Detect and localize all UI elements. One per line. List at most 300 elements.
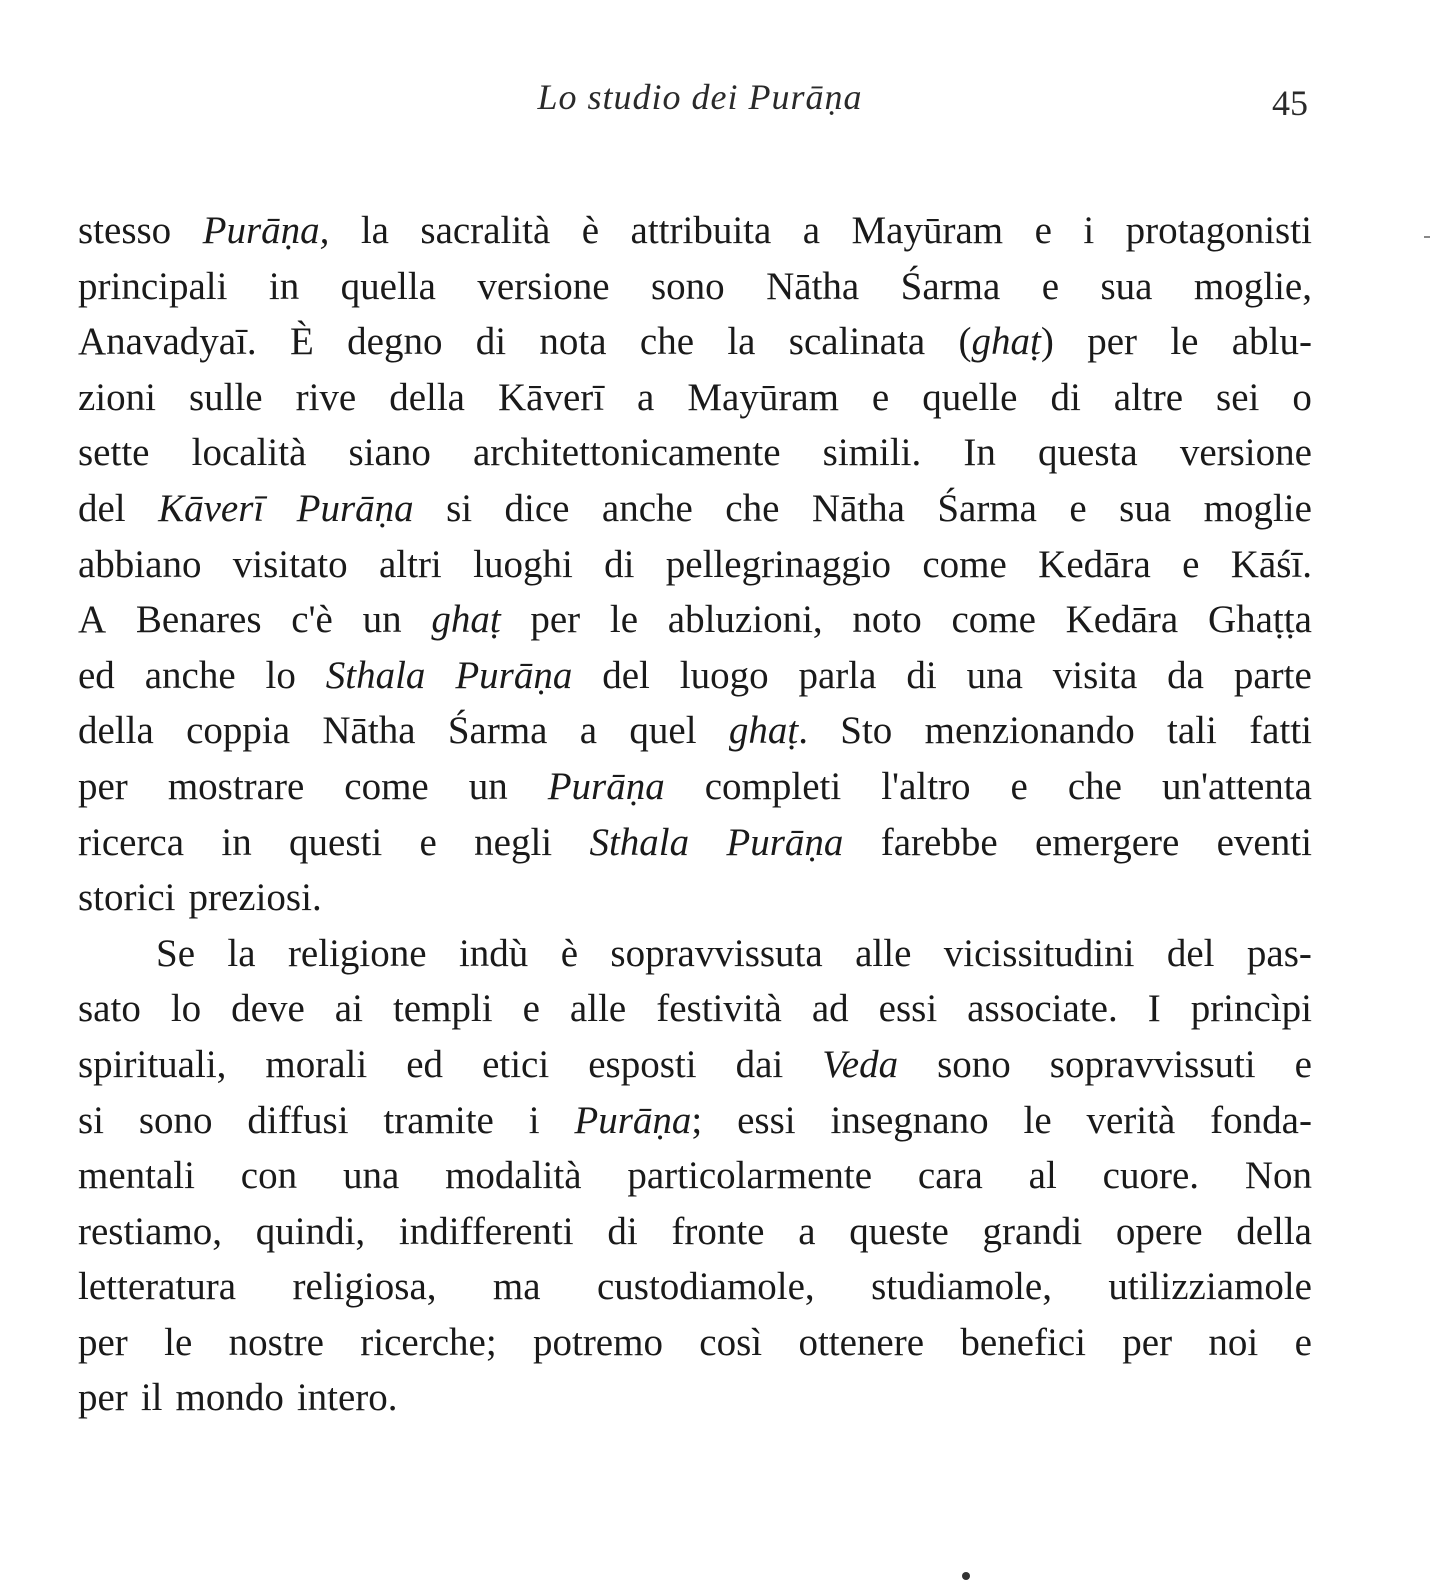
word-group <box>729 703 808 759</box>
word-group <box>1038 425 1138 481</box>
word-group <box>459 926 528 982</box>
word-group <box>589 815 689 871</box>
text-line <box>78 815 1312 871</box>
word-group <box>203 203 330 259</box>
body-text <box>78 203 1312 1426</box>
word-group <box>78 1037 226 1093</box>
word-group <box>1108 1259 1312 1315</box>
word: la <box>227 931 256 975</box>
word-group <box>967 981 1118 1037</box>
word-group <box>651 259 725 315</box>
word: che <box>639 320 695 364</box>
word: ) <box>1040 320 1054 364</box>
word-group <box>812 481 905 537</box>
word-group <box>1167 703 1217 759</box>
word-group <box>1249 703 1312 759</box>
italic-word: Veda <box>822 1042 899 1086</box>
word-group <box>1068 759 1122 815</box>
word: rive <box>295 375 357 419</box>
word-group <box>247 1093 348 1149</box>
word: opere <box>1115 1209 1203 1253</box>
word-group <box>296 370 357 426</box>
word: Kāverī <box>497 375 605 419</box>
word: sei <box>1216 375 1260 419</box>
word: essi <box>878 987 938 1031</box>
word-group <box>1050 370 1080 426</box>
word-group <box>561 926 578 982</box>
word-group <box>918 1148 983 1204</box>
word: lo <box>265 653 296 697</box>
word: spirituali, <box>78 1042 227 1086</box>
word: versione <box>477 264 610 308</box>
word-group <box>852 203 1004 259</box>
word: diffusi <box>247 1098 349 1142</box>
word: visitato <box>232 542 348 586</box>
word: sette <box>78 431 150 475</box>
word: sopravvissuti <box>1049 1042 1256 1086</box>
word-group <box>1208 1315 1258 1371</box>
word: pas- <box>1246 931 1312 975</box>
word: si <box>446 486 473 530</box>
word-group <box>881 759 970 815</box>
word-group <box>1217 815 1312 871</box>
word: sono <box>937 1042 1011 1086</box>
word-group <box>189 370 263 426</box>
word-group <box>78 592 106 648</box>
word-group <box>1114 370 1183 426</box>
word: di <box>475 320 507 364</box>
word-group <box>406 1037 443 1093</box>
word: Śarma <box>937 486 1037 530</box>
word-group <box>78 537 201 593</box>
word: Kedāra <box>1065 598 1179 642</box>
word-group <box>493 1259 541 1315</box>
word-group <box>830 1093 988 1149</box>
word: associate. <box>967 987 1118 1031</box>
word: templi <box>392 987 493 1031</box>
word-group <box>705 759 841 815</box>
word-group <box>637 370 654 426</box>
word-group <box>265 1037 367 1093</box>
word-group <box>290 314 314 370</box>
word: quelle <box>922 375 1018 419</box>
word: menzionando <box>924 709 1135 753</box>
word-group <box>269 259 299 315</box>
word-group <box>78 870 175 926</box>
word-group <box>78 981 141 1037</box>
word-group <box>901 259 1001 315</box>
word-group <box>389 370 465 426</box>
word-group <box>78 1148 195 1204</box>
text-line <box>78 1037 1312 1093</box>
word-group <box>588 1037 696 1093</box>
word: come <box>344 764 429 808</box>
word-group <box>937 1037 1011 1093</box>
word: simili. <box>822 431 922 475</box>
word: custodiamole, <box>596 1265 815 1309</box>
word: ( <box>958 320 972 364</box>
word-group <box>687 370 839 426</box>
word-group <box>1103 1148 1199 1204</box>
word: l'altro <box>881 764 971 808</box>
word: nostre <box>228 1320 324 1364</box>
word-group <box>139 1093 213 1149</box>
word: e <box>1034 209 1052 252</box>
text-line <box>78 537 1312 593</box>
word-group <box>604 537 634 593</box>
word: indù <box>458 931 529 975</box>
word: le <box>164 1320 193 1364</box>
word-group <box>539 314 606 370</box>
word: le <box>1023 1098 1052 1142</box>
word: anche <box>601 486 693 530</box>
word: alle <box>569 987 627 1031</box>
word-group <box>1087 314 1137 370</box>
word: architettonicamente <box>473 431 781 475</box>
word: alle <box>855 931 912 975</box>
word: religiosa, <box>292 1265 437 1309</box>
word: i <box>528 1098 540 1142</box>
word: stesso <box>78 209 172 252</box>
scan-edge-mark <box>1424 236 1430 238</box>
word: I <box>1147 987 1161 1031</box>
word: un <box>468 764 508 808</box>
word-group <box>477 259 609 315</box>
word: eventi <box>1216 820 1312 864</box>
word-group <box>505 481 570 537</box>
word-group <box>361 203 389 259</box>
word-group <box>1050 1037 1256 1093</box>
word-group <box>1035 815 1179 871</box>
word-group <box>136 592 262 648</box>
word: siano <box>348 431 431 475</box>
word-group <box>474 815 552 871</box>
word: ai <box>334 987 363 1031</box>
word-group <box>680 648 769 704</box>
word-group <box>326 648 426 704</box>
text-line <box>78 1148 1312 1204</box>
word-group <box>937 481 1037 537</box>
word: particolarmente <box>627 1154 873 1198</box>
word-group <box>944 926 1135 982</box>
word: lo <box>170 987 202 1031</box>
text-line <box>78 870 1312 926</box>
word: e <box>1182 542 1200 586</box>
word: questa <box>1038 431 1138 475</box>
word-group <box>1119 481 1171 537</box>
word-group <box>959 314 1054 370</box>
word: e <box>522 987 540 1031</box>
word: e <box>1041 264 1060 308</box>
word: ed <box>78 653 115 697</box>
word-group <box>799 648 877 704</box>
word-group <box>431 592 500 648</box>
italic-word: Purāṇa, <box>202 209 330 252</box>
running-title: Lo studio dei Purāṇa <box>537 77 863 117</box>
word: si <box>78 1098 105 1142</box>
italic-word: Purāṇa <box>574 1098 692 1142</box>
word: Non <box>1244 1154 1312 1198</box>
word-group <box>607 1204 637 1260</box>
word: le <box>609 598 639 642</box>
word: altre <box>1113 375 1184 419</box>
word: noi <box>1208 1320 1259 1364</box>
word: negli <box>474 820 553 864</box>
word-group <box>227 926 255 982</box>
word: anche <box>144 653 236 697</box>
word: moglie <box>1203 486 1312 530</box>
word-group <box>1023 1093 1051 1149</box>
word: restiamo, <box>78 1209 223 1253</box>
word-group <box>1170 314 1198 370</box>
word: altri <box>378 542 442 586</box>
word: sopravvissuta <box>610 931 823 975</box>
word: intero. <box>296 1376 398 1420</box>
word: Benares <box>135 598 262 642</box>
word: con <box>240 1154 298 1198</box>
word: mentali <box>78 1154 195 1198</box>
word-group <box>1194 259 1312 315</box>
word-group <box>548 759 665 815</box>
word-group <box>666 537 891 593</box>
word: a <box>637 375 655 419</box>
word-group <box>1236 1204 1312 1260</box>
word: o <box>1292 375 1312 419</box>
word: cuore. <box>1102 1154 1199 1198</box>
word: ed <box>406 1042 444 1086</box>
word-group <box>363 592 402 648</box>
word-group <box>266 648 296 704</box>
word: verità <box>1086 1098 1176 1142</box>
word: per <box>1087 320 1138 364</box>
word: princìpi <box>1190 987 1312 1031</box>
word-group <box>1204 481 1312 537</box>
word: Mayūram <box>687 375 839 419</box>
word: emergere <box>1034 820 1180 864</box>
word: sua <box>1119 486 1172 530</box>
word-group <box>168 759 304 815</box>
word-group <box>233 537 348 593</box>
word: attribuita <box>630 209 772 252</box>
word-group <box>852 592 921 648</box>
text-line <box>78 759 1312 815</box>
word-group <box>1231 537 1312 593</box>
word: le <box>1170 320 1199 364</box>
word-group <box>963 425 996 481</box>
word: a <box>802 209 821 252</box>
word-group <box>158 481 264 537</box>
word: mondo <box>175 1376 284 1420</box>
word-group <box>141 1370 163 1426</box>
word-group <box>736 1037 784 1093</box>
italic-word: Purāṇa <box>547 764 665 808</box>
word: della <box>78 709 154 753</box>
word-group <box>420 815 437 871</box>
word-group <box>341 259 436 315</box>
word-group <box>78 759 128 815</box>
word-group <box>469 759 508 815</box>
word: e <box>1069 486 1087 530</box>
text-line <box>78 425 1312 481</box>
word-group <box>881 815 998 871</box>
text-line <box>78 926 1312 982</box>
word-group <box>241 1148 297 1204</box>
word-group <box>523 981 540 1037</box>
word-group <box>1122 1315 1172 1371</box>
word: potremo <box>532 1320 663 1364</box>
word: sono <box>138 1098 213 1142</box>
word: per <box>78 1320 128 1364</box>
italic-word: Purāṇa <box>455 653 573 697</box>
text-line <box>78 1204 1312 1260</box>
word-group <box>221 815 251 871</box>
word-group <box>533 1315 663 1371</box>
word-group <box>192 425 307 481</box>
word-group <box>570 981 626 1037</box>
word-group <box>78 648 115 704</box>
word-group <box>872 370 889 426</box>
word-group <box>812 981 849 1037</box>
word-group <box>960 1315 1086 1371</box>
word-group <box>1042 259 1059 315</box>
word: sono <box>650 264 725 308</box>
word: una <box>966 653 1023 697</box>
word: parla <box>798 653 877 697</box>
page-number: 45 <box>1272 83 1308 123</box>
word-group <box>529 1093 540 1149</box>
word: Ghaṭṭa <box>1207 598 1312 642</box>
word-group <box>803 203 820 259</box>
word-group <box>145 648 236 704</box>
word-group <box>171 981 201 1037</box>
word-group <box>186 703 290 759</box>
word-group <box>229 1315 324 1371</box>
word: esposti <box>588 1042 697 1086</box>
word: che <box>1067 764 1122 808</box>
word-group <box>602 648 650 704</box>
word-group <box>1234 648 1312 704</box>
word-group <box>393 981 493 1037</box>
word: il <box>140 1376 163 1420</box>
word-group <box>1247 926 1312 982</box>
word: la <box>727 320 756 364</box>
word: morali <box>265 1042 368 1086</box>
word: e <box>1294 1320 1312 1364</box>
word: ricerche; <box>360 1320 497 1364</box>
word: festività <box>656 987 782 1031</box>
word: quel <box>629 709 697 753</box>
text-line <box>78 314 1312 370</box>
word: dice <box>504 486 570 530</box>
word-group <box>78 370 156 426</box>
text-line <box>78 703 1312 759</box>
word-group <box>983 1204 1083 1260</box>
italic-word: Kāverī <box>158 486 265 530</box>
word: è <box>560 931 578 975</box>
text-line <box>78 981 1312 1037</box>
word-group <box>1087 1093 1176 1149</box>
italic-word: ghaṭ <box>728 709 799 753</box>
word-group <box>580 703 597 759</box>
word: per <box>1122 1320 1173 1364</box>
word: parte <box>1233 653 1312 697</box>
word-group <box>297 481 414 537</box>
word: i <box>1083 209 1095 252</box>
italic-word: Sthala <box>589 820 690 864</box>
word: luogo <box>679 653 769 697</box>
word-group <box>289 815 382 871</box>
word: per <box>530 598 581 642</box>
word-group <box>1162 759 1312 815</box>
word-group <box>582 203 599 259</box>
word: È <box>290 320 314 364</box>
word: versione <box>1179 431 1312 475</box>
italic-word: ghaṭ <box>971 320 1041 364</box>
word-group <box>967 648 1023 704</box>
word: degno <box>347 320 443 364</box>
word: pellegrinaggio <box>665 542 892 586</box>
text-line <box>78 1370 1312 1426</box>
word-group <box>78 203 171 259</box>
word: ; <box>691 1098 703 1142</box>
word-group <box>383 1093 493 1149</box>
word: . <box>798 709 808 753</box>
word: grandi <box>982 1209 1083 1253</box>
word-group <box>399 1204 574 1260</box>
word-group <box>78 1315 128 1371</box>
word-group <box>78 1093 104 1149</box>
word: in <box>221 820 252 864</box>
word-group <box>789 314 925 370</box>
word: del <box>78 486 126 530</box>
text-line <box>78 648 1312 704</box>
word: a <box>579 709 598 753</box>
word: insegnano <box>830 1098 989 1142</box>
word: per <box>78 1376 128 1420</box>
word-group <box>602 481 693 537</box>
word: da <box>1167 653 1204 697</box>
word-group <box>726 815 843 871</box>
word-group <box>1011 759 1028 815</box>
word: del <box>1166 931 1215 975</box>
word-group <box>610 926 822 982</box>
word: deve <box>231 987 305 1031</box>
word-group <box>737 1093 796 1149</box>
word: quindi, <box>255 1209 366 1253</box>
word-group <box>188 870 321 926</box>
word: e <box>871 375 890 419</box>
word: abluzioni, <box>667 598 823 642</box>
word: che <box>725 486 780 530</box>
italic-word: Purāṇa <box>726 820 844 864</box>
word: Nātha <box>811 486 905 530</box>
word: come <box>951 598 1036 642</box>
word: Śarma <box>900 264 1001 308</box>
word-group <box>1100 259 1152 315</box>
word: luoghi <box>473 542 573 586</box>
word: nota <box>539 320 607 364</box>
word: principali <box>78 264 228 308</box>
word: scalinata <box>788 320 926 364</box>
word-group <box>1180 425 1312 481</box>
word: Nātha <box>766 264 860 308</box>
word: religione <box>287 931 427 975</box>
text-line <box>78 1315 1312 1371</box>
word: ma <box>492 1265 541 1309</box>
italic-word: Sthala <box>325 653 426 697</box>
word-group <box>335 981 363 1037</box>
word-group <box>1038 537 1151 593</box>
